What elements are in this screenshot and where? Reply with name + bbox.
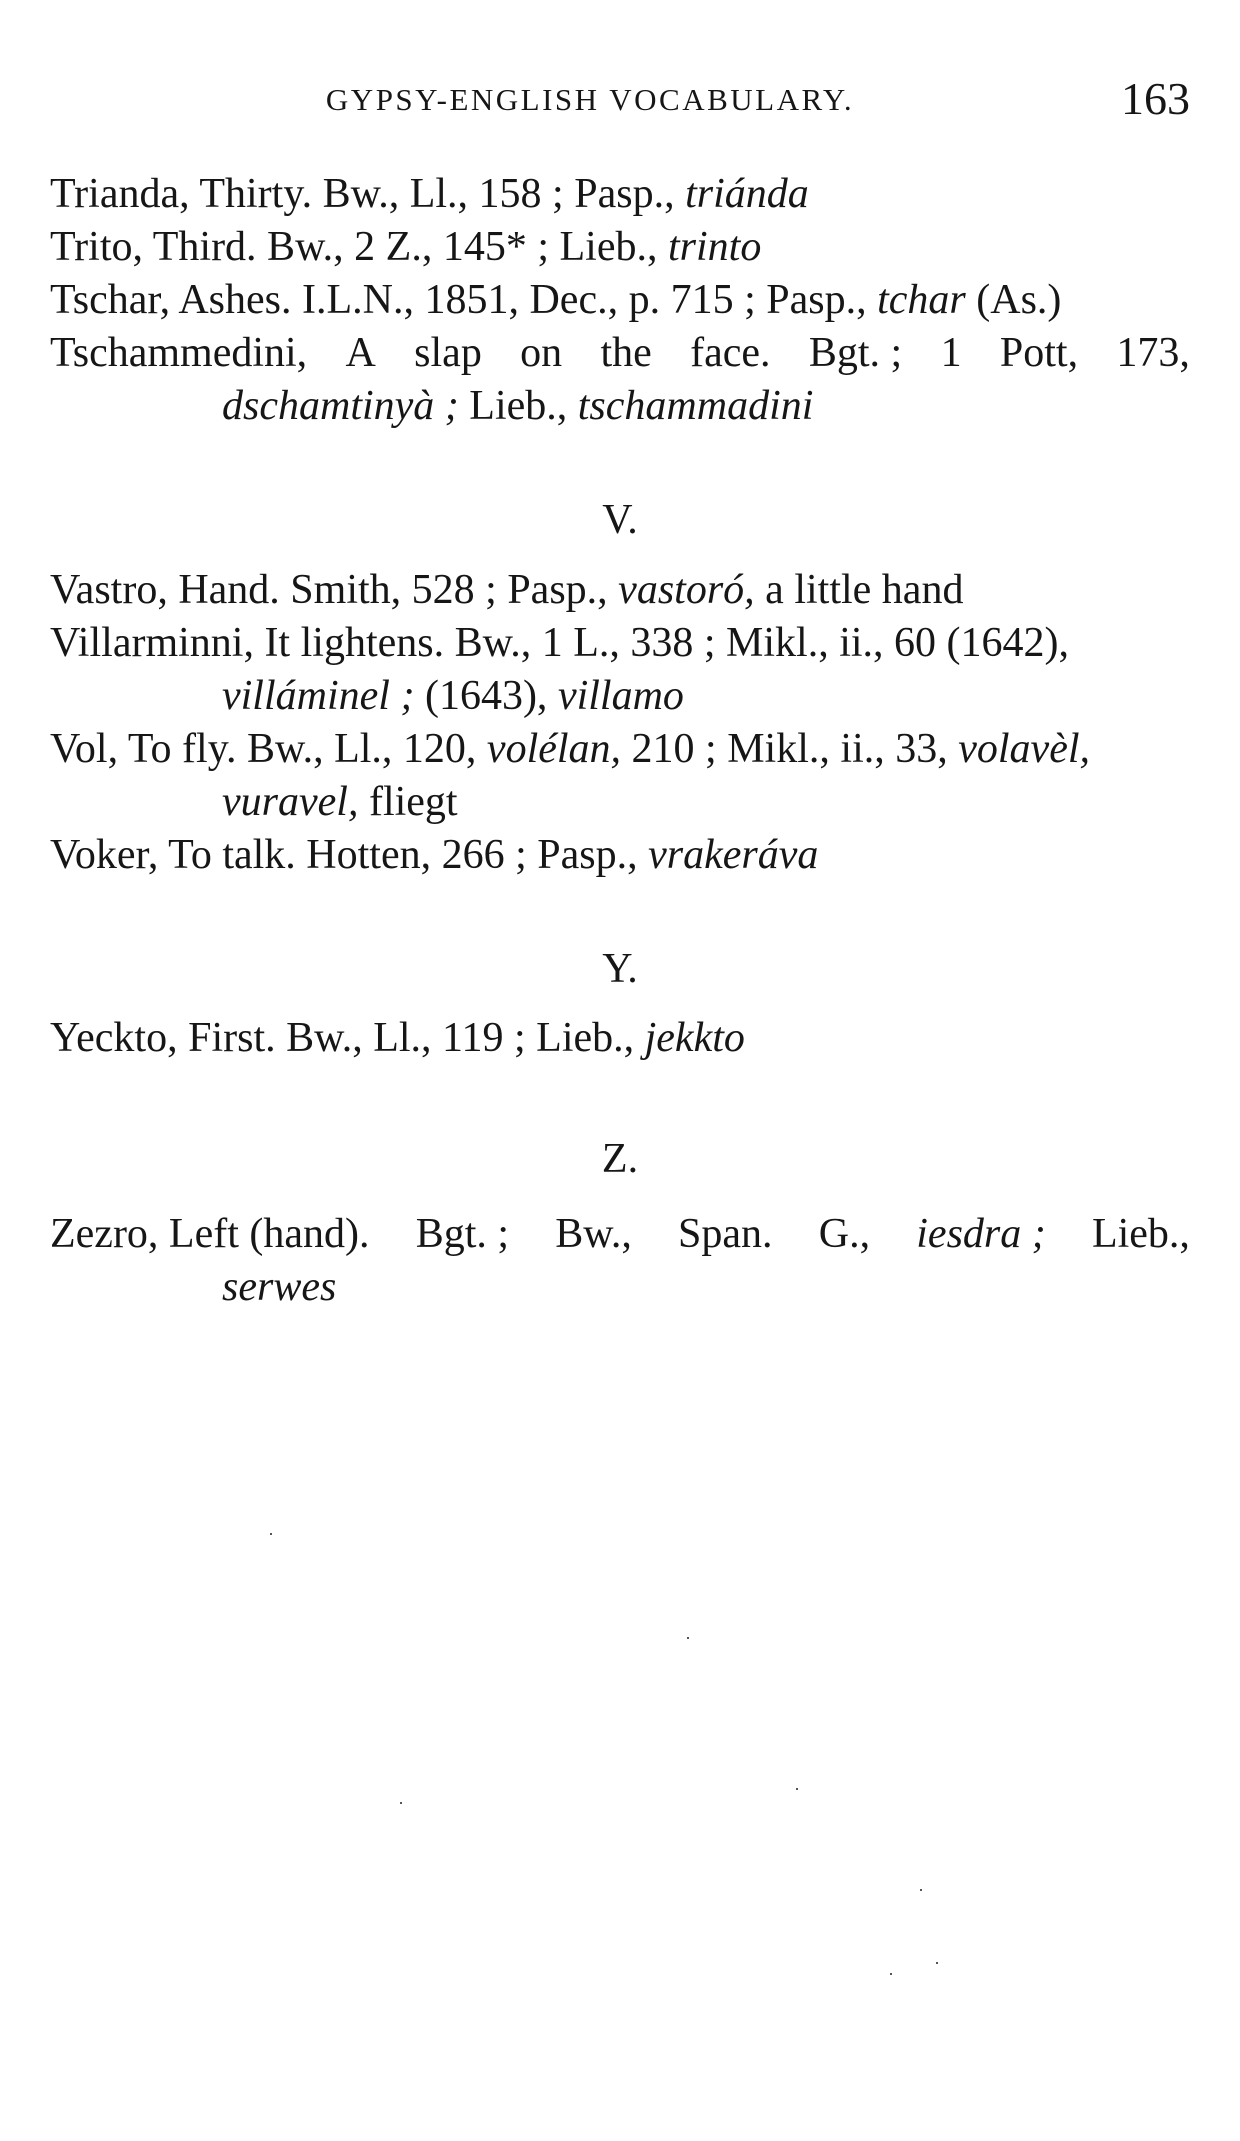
entry-tschar: Tschar, Ashes. I.L.N., 1851, Dec., p. 715 ; Pasp., tchar (As.) bbox=[50, 277, 1062, 323]
entry-vastro: Vastro, Hand. Smith, 528 ; Pasp., vastoró, a little hand bbox=[50, 567, 964, 613]
entry-line: Zezro, Left (hand). Bgt. ; Bw., Span. G., iesdra ; Lieb., bbox=[50, 1211, 1190, 1257]
section-letter-v: V. bbox=[602, 497, 638, 543]
scan-speck bbox=[796, 1788, 798, 1790]
section-letter-z: Z. bbox=[601, 1136, 639, 1182]
page-number: 163 bbox=[1121, 73, 1190, 124]
entries-t bbox=[50, 168, 1190, 433]
entry-yeckto: Yeckto, First. Bw., Ll., 119 ; Lieb., jekkto bbox=[50, 1015, 745, 1061]
entry-villarminni: Villarminni, It lightens. Bw., 1 L., 338 ; Mikl., ii., 60 (1642), villáminel ; (1643), villamo bbox=[50, 620, 1070, 719]
entry-vol: Vol, To fly. Bw., Ll., 120, volélan, 210 ; Mikl., ii., 33, volavèl, vuravel, fliegt bbox=[50, 726, 1091, 825]
entries-y bbox=[50, 1012, 1190, 1065]
scan-speck bbox=[687, 1637, 689, 1639]
scan-speck bbox=[936, 1962, 938, 1964]
entry-trito: Trito, Third. Bw., 2 Z., 145* ; Lieb., trinto bbox=[50, 224, 762, 270]
entries-z bbox=[50, 1208, 1190, 1314]
entry-zezro: Zezro, Left (hand). Bgt. ; Bw., Span. G., iesdra ; Lieb., serwes bbox=[50, 1208, 1190, 1314]
running-title: GYPSY-ENGLISH VOCABULARY. bbox=[325, 82, 855, 117]
scan-speck bbox=[920, 1889, 922, 1891]
scan-speck bbox=[400, 1802, 402, 1804]
entry-trianda: Trianda, Thirty. Bw., Ll., 158 ; Pasp., triánda bbox=[50, 171, 809, 217]
scan-speck bbox=[890, 1973, 892, 1975]
section-letter-y: Y. bbox=[602, 946, 638, 992]
entry-line: Tschammedini, A slap on the face. Bgt. ; 1 Pott, 173, bbox=[50, 330, 1190, 376]
running-head bbox=[50, 72, 1190, 132]
entry-tschammedini: Tschammedini, A slap on the face. Bgt. ; 1 Pott, 173, dschamtinyà ; Lieb., tschammadini bbox=[50, 327, 1190, 433]
entry-voker: Voker, To talk. Hotten, 266 ; Pasp., vrakeráva bbox=[50, 832, 819, 878]
scan-speck bbox=[270, 1533, 272, 1535]
entries-v bbox=[50, 564, 1190, 882]
